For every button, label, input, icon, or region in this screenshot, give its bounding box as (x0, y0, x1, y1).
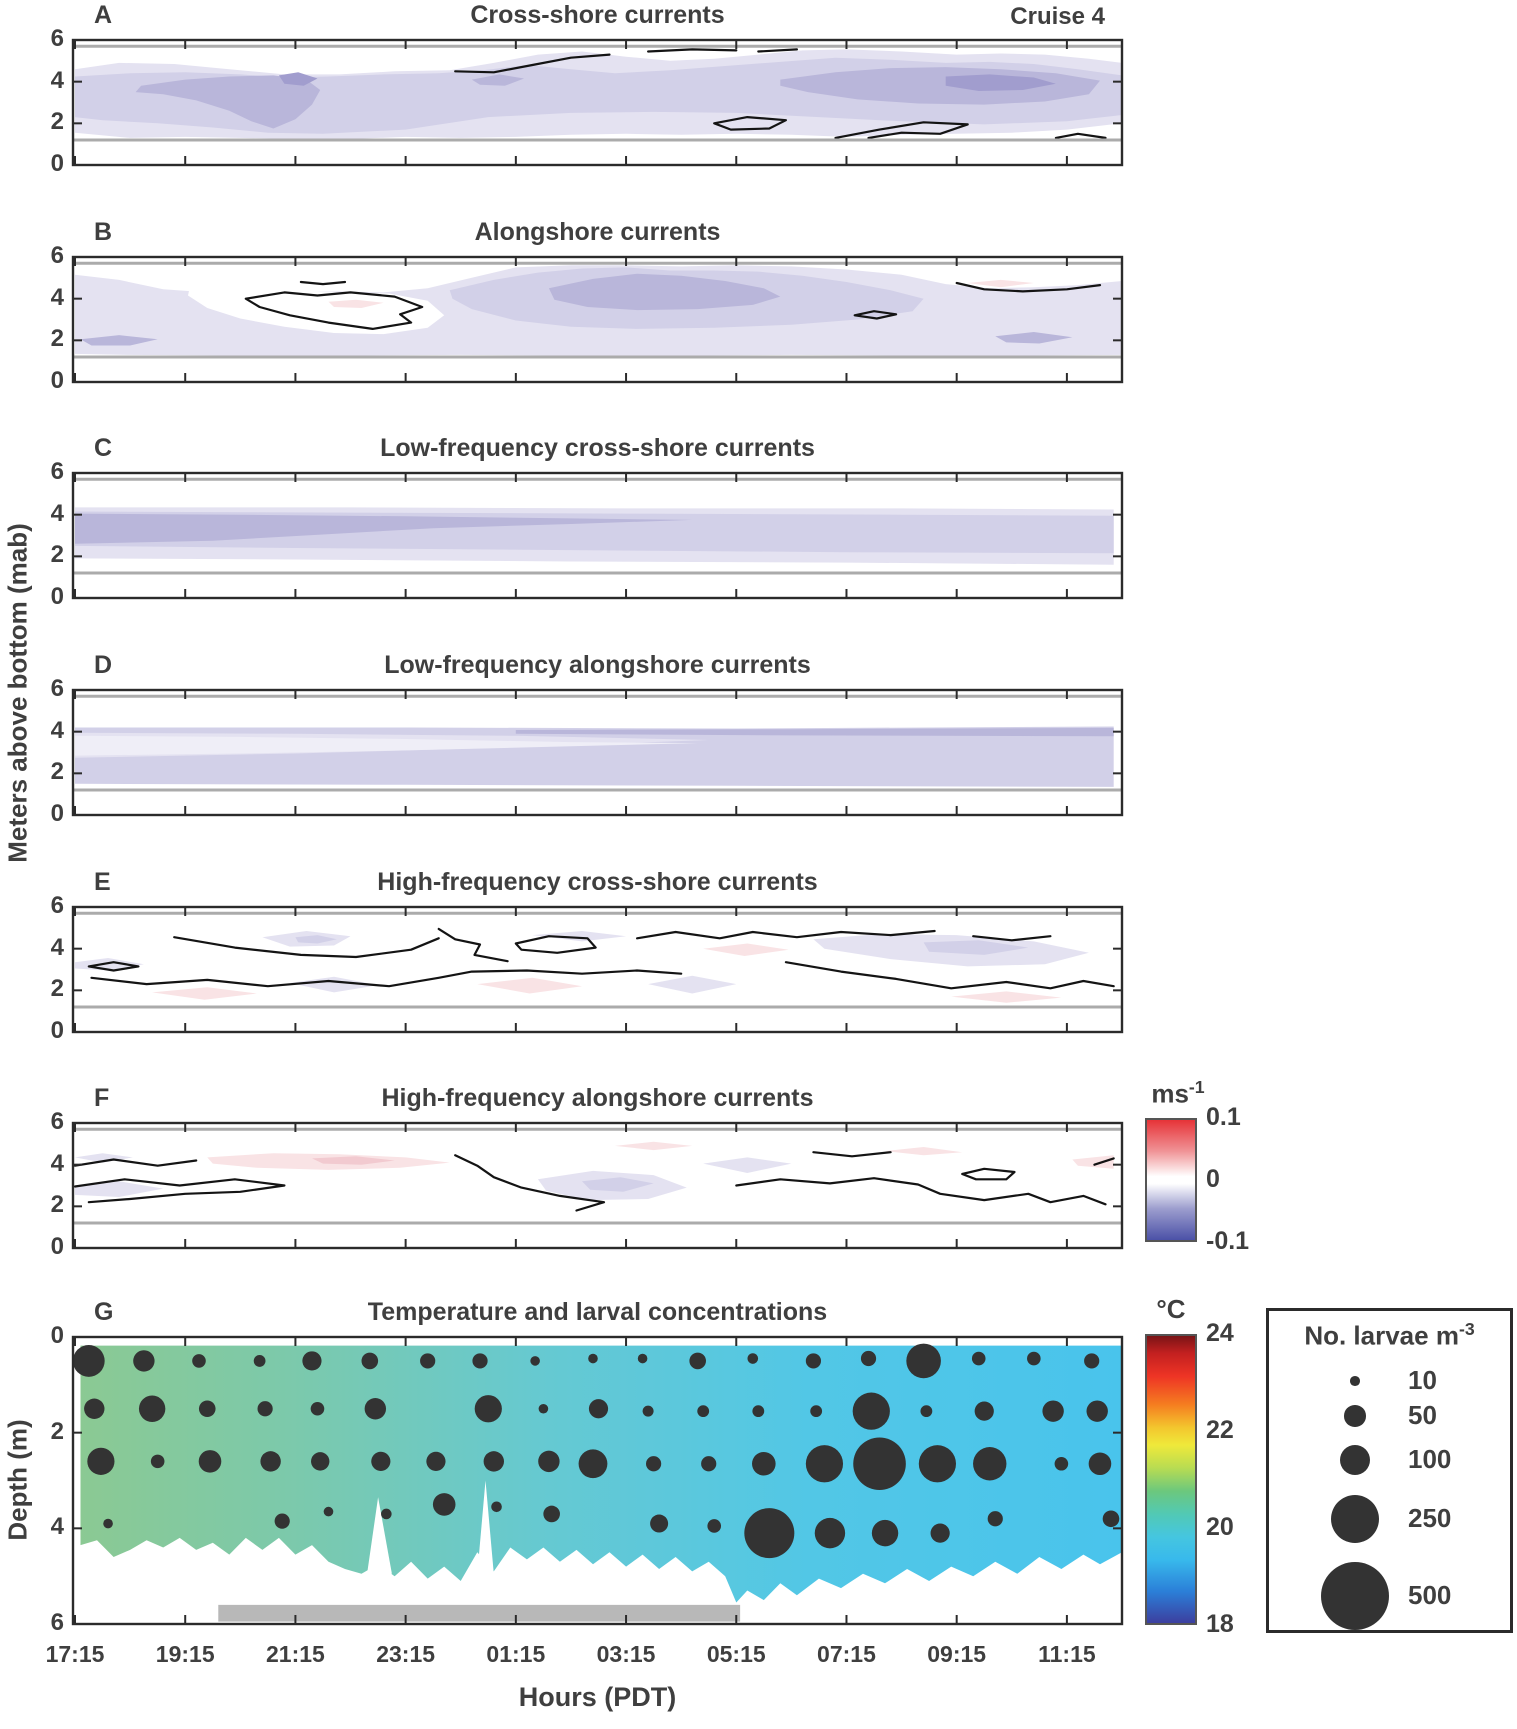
panel-g-field (73, 1344, 1122, 1622)
y-axis-label-depth: Depth (m) (2, 1419, 33, 1541)
legend-size-value: 250 (1408, 1503, 1452, 1533)
zero-contour-line (439, 929, 508, 961)
larvae-bubble (484, 1451, 504, 1471)
larvae-bubble (426, 1452, 445, 1471)
x-tick-label: 03:15 (596, 1641, 656, 1667)
larvae-bubble (199, 1450, 222, 1473)
temperature-colorbar-tick-18: 18 (1206, 1610, 1234, 1638)
y-tick-label: 2 (50, 975, 64, 1003)
y-tick-label: 4 (50, 716, 64, 744)
contour-fill (968, 280, 1034, 287)
y-tick-label: 0 (50, 583, 64, 610)
zero-contour-line (962, 1169, 1014, 1180)
y-tick-label: 2 (50, 325, 64, 353)
legend-size-value: 100 (1408, 1444, 1452, 1474)
zero-contour-line (758, 49, 797, 51)
larvae-bubble (975, 1402, 994, 1421)
larvae-bubble (906, 1344, 941, 1379)
legend-size-value: 500 (1408, 1580, 1452, 1610)
larvae-bubble (1103, 1510, 1120, 1527)
larvae-bubble (747, 1353, 758, 1364)
zero-contour-line (648, 49, 736, 51)
x-tick-label: 07:15 (817, 1641, 876, 1667)
x-tick-label: 23:15 (376, 1641, 436, 1667)
panel-a-contours (75, 49, 1122, 139)
larvae-bubble (258, 1401, 273, 1416)
y-tick-label: 2 (50, 1191, 64, 1219)
y-axis-label-currents: Meters above bottom (mab) (2, 523, 33, 863)
larvae-bubble (701, 1456, 716, 1471)
contour-fill (885, 1147, 962, 1155)
zero-contour-line (736, 1178, 1105, 1204)
larvae-bubble (1087, 1400, 1108, 1421)
larvae-bubble (87, 1448, 114, 1475)
velocity-colorbar-tick-zero: 0 (1206, 1165, 1220, 1193)
larvae-bubble (853, 1393, 890, 1430)
temperature-colorbar-tick-24: 24 (1206, 1319, 1234, 1347)
larvae-bubble (538, 1451, 559, 1472)
larvae-bubble (707, 1519, 721, 1533)
zero-contour-line (813, 1152, 890, 1156)
zero-contour-line (301, 282, 345, 284)
contour-fill (615, 1142, 692, 1150)
panel-letter-f: F (94, 1084, 110, 1112)
larvae-bubble (1042, 1400, 1063, 1421)
larvae-bubble (539, 1404, 549, 1414)
contour-fill (951, 991, 1061, 1002)
panel-letter-d: D (94, 651, 113, 679)
y-tick-label: 6 (50, 892, 64, 919)
larvae-bubble (381, 1509, 392, 1520)
y-tick-label: 0 (50, 800, 64, 827)
y-tick-label: 6 (50, 242, 64, 269)
panel-e-contours (75, 929, 1114, 1003)
velocity-colorbar-tick-max: 0.1 (1206, 1103, 1241, 1131)
larvae-bubble (302, 1351, 321, 1370)
y-tick-label: 4 (50, 1149, 64, 1177)
panel-title-g: Temperature and larval concentrations (367, 1298, 828, 1326)
larvae-bubble (589, 1399, 608, 1418)
zero-contour-line (92, 971, 682, 987)
legend-size-circle (1344, 1405, 1365, 1426)
larvae-bubble (650, 1515, 668, 1533)
y-tick-label: 0 (50, 1233, 64, 1260)
y-tick-label: 2 (50, 108, 64, 136)
y-tick-label: 0 (50, 150, 64, 177)
panel-f-contours (75, 1142, 1114, 1211)
larvae-bubble (192, 1354, 206, 1368)
larvae-bubble (260, 1451, 280, 1471)
y-tick-label: 0 (50, 1017, 64, 1044)
larvae-bubble (371, 1452, 390, 1471)
panel-letter-e: E (94, 868, 111, 896)
larvae-bubble (420, 1353, 435, 1368)
larvae-bubble (646, 1456, 661, 1471)
larvae-bubble (972, 1352, 986, 1366)
y-tick-label: 2 (50, 541, 64, 569)
velocity-colorbar (1145, 1118, 1197, 1242)
larvae-bubble (752, 1405, 764, 1417)
panel-letter-a: A (94, 1, 113, 29)
panel-letter-b: B (94, 218, 113, 246)
y-tick-label: 4 (50, 499, 64, 527)
temperature-colorbar-tick-20: 20 (1206, 1513, 1234, 1541)
y-tick-label: 4 (50, 283, 64, 311)
panel-c-contours (75, 507, 1114, 564)
contour-fill (477, 978, 582, 994)
larvae-bubble (84, 1399, 104, 1419)
y-tick-label: 6 (50, 1609, 64, 1636)
larvae-bubble (133, 1350, 154, 1371)
panel-title-a: Cross-shore currents (470, 1, 725, 29)
larvae-bubble (324, 1507, 334, 1517)
larvae-bubble (103, 1519, 113, 1529)
larvae-bubble (1084, 1353, 1099, 1368)
larvae-bubble (275, 1514, 290, 1529)
larvae-bubble (311, 1452, 329, 1470)
larvae-legend-title (1270, 1320, 1509, 1350)
larvae-bubble (199, 1400, 216, 1417)
contour-fill (75, 958, 144, 971)
zero-contour-line (1056, 134, 1106, 138)
contour-fill (152, 987, 257, 1000)
velocity-unit-base: ms (1151, 1078, 1189, 1109)
panel-b-contours (75, 265, 1122, 356)
larvae-legend-title-exponent: -3 (1458, 1319, 1475, 1339)
x-axis-label: Hours (PDT) (518, 1682, 677, 1712)
x-tick-label: 19:15 (155, 1641, 215, 1667)
larvae-legend-title-base: No. larvae m (1304, 1320, 1459, 1351)
velocity-unit-exponent: -1 (1188, 1077, 1205, 1097)
larvae-bubble (752, 1452, 776, 1476)
y-tick-label: 6 (50, 675, 64, 702)
y-tick-label: 4 (50, 933, 64, 961)
y-tick-label: 2 (50, 758, 64, 786)
y-tick-label: 4 (50, 1513, 64, 1541)
larvae-bubble (311, 1402, 325, 1416)
larvae-bubble (151, 1455, 165, 1469)
larvae-bubble (1055, 1457, 1069, 1471)
larvae-bubble (433, 1493, 456, 1516)
y-tick-label: 6 (50, 1108, 64, 1135)
larvae-bubble (362, 1353, 379, 1370)
larvae-bubble (643, 1406, 654, 1417)
panel-e-frame (73, 907, 1122, 1032)
larvae-bubble (853, 1437, 906, 1490)
panel-title-e: High-frequency cross-shore currents (377, 868, 818, 896)
cruise-label: Cruise 4 (1010, 3, 1105, 30)
temperature-colorbar (1145, 1334, 1197, 1625)
legend-size-value: 10 (1408, 1365, 1437, 1395)
larvae-bubble (810, 1405, 822, 1417)
temperature-colorbar-tick-22: 22 (1206, 1416, 1234, 1444)
legend-size-circle (1321, 1562, 1389, 1630)
larvae-bubble (744, 1508, 794, 1558)
contour-fill (703, 944, 788, 957)
larvae-bubble (697, 1405, 709, 1417)
larvae-bubble (475, 1395, 502, 1422)
larvae-bubble (472, 1353, 487, 1368)
larvae-bubble (254, 1355, 266, 1367)
x-tick-label: 09:15 (927, 1641, 987, 1667)
temperature-colorbar-label: °C (1156, 1294, 1186, 1324)
y-tick-label: 0 (50, 367, 64, 394)
larvae-legend-box (1266, 1308, 1513, 1633)
x-tick-label: 01:15 (486, 1641, 546, 1667)
contour-fill (648, 976, 736, 994)
y-tick-label: 6 (50, 458, 64, 485)
x-tick-label: 21:15 (265, 1641, 325, 1667)
larvae-bubble (919, 1445, 956, 1482)
contour-fill (1072, 1155, 1113, 1169)
panel-letter-c: C (94, 434, 113, 462)
x-tick-label: 05:15 (706, 1641, 766, 1667)
larvae-bubble (872, 1520, 898, 1546)
larvae-bubble (815, 1518, 845, 1548)
larvae-bubble (1089, 1452, 1112, 1475)
larvae-bubble (931, 1524, 950, 1543)
larvae-bubble (588, 1354, 598, 1364)
x-tick-label: 17:15 (45, 1641, 105, 1667)
panel-title-d: Low-frequency alongshore currents (384, 651, 811, 679)
larvae-bubble (689, 1353, 706, 1370)
zero-contour-line (786, 962, 1114, 988)
legend-size-circle (1350, 1376, 1360, 1386)
larvae-bubble (139, 1396, 165, 1422)
panel-d-contours (75, 727, 1114, 787)
velocity-colorbar-tick-min: -0.1 (1206, 1227, 1250, 1255)
larvae-bubble (806, 1445, 843, 1482)
zero-contour-line (516, 936, 596, 953)
legend-size-circle (1331, 1495, 1379, 1543)
larvae-bubble (543, 1506, 560, 1523)
panel-title-c: Low-frequency cross-shore currents (380, 434, 815, 462)
larvae-bubble (920, 1405, 932, 1417)
larvae-bubble (530, 1356, 540, 1366)
x-tick-label: 11:15 (1038, 1641, 1096, 1667)
larvae-bubble (1027, 1352, 1041, 1366)
larvae-bubble (73, 1345, 105, 1377)
larvae-bubble (365, 1398, 386, 1419)
larvae-bubble (988, 1511, 1003, 1526)
larvae-bubble (861, 1351, 876, 1366)
larvae-bubble (579, 1449, 608, 1478)
y-tick-label: 0 (50, 1322, 64, 1349)
larvae-bubble (973, 1447, 1006, 1480)
larvae-bubble (638, 1354, 648, 1364)
panel-letter-g: G (94, 1298, 114, 1326)
y-tick-label: 4 (50, 66, 64, 94)
larvae-bubble (491, 1502, 502, 1513)
legend-size-value: 50 (1408, 1400, 1437, 1430)
larvae-bubble (806, 1353, 821, 1368)
y-tick-label: 6 (50, 25, 64, 52)
panel-title-b: Alongshore currents (474, 218, 721, 246)
night-period-bar (218, 1605, 740, 1622)
panel-title-f: High-frequency alongshore currents (381, 1084, 814, 1112)
y-tick-label: 2 (50, 1417, 64, 1445)
contour-fill (703, 1157, 791, 1173)
